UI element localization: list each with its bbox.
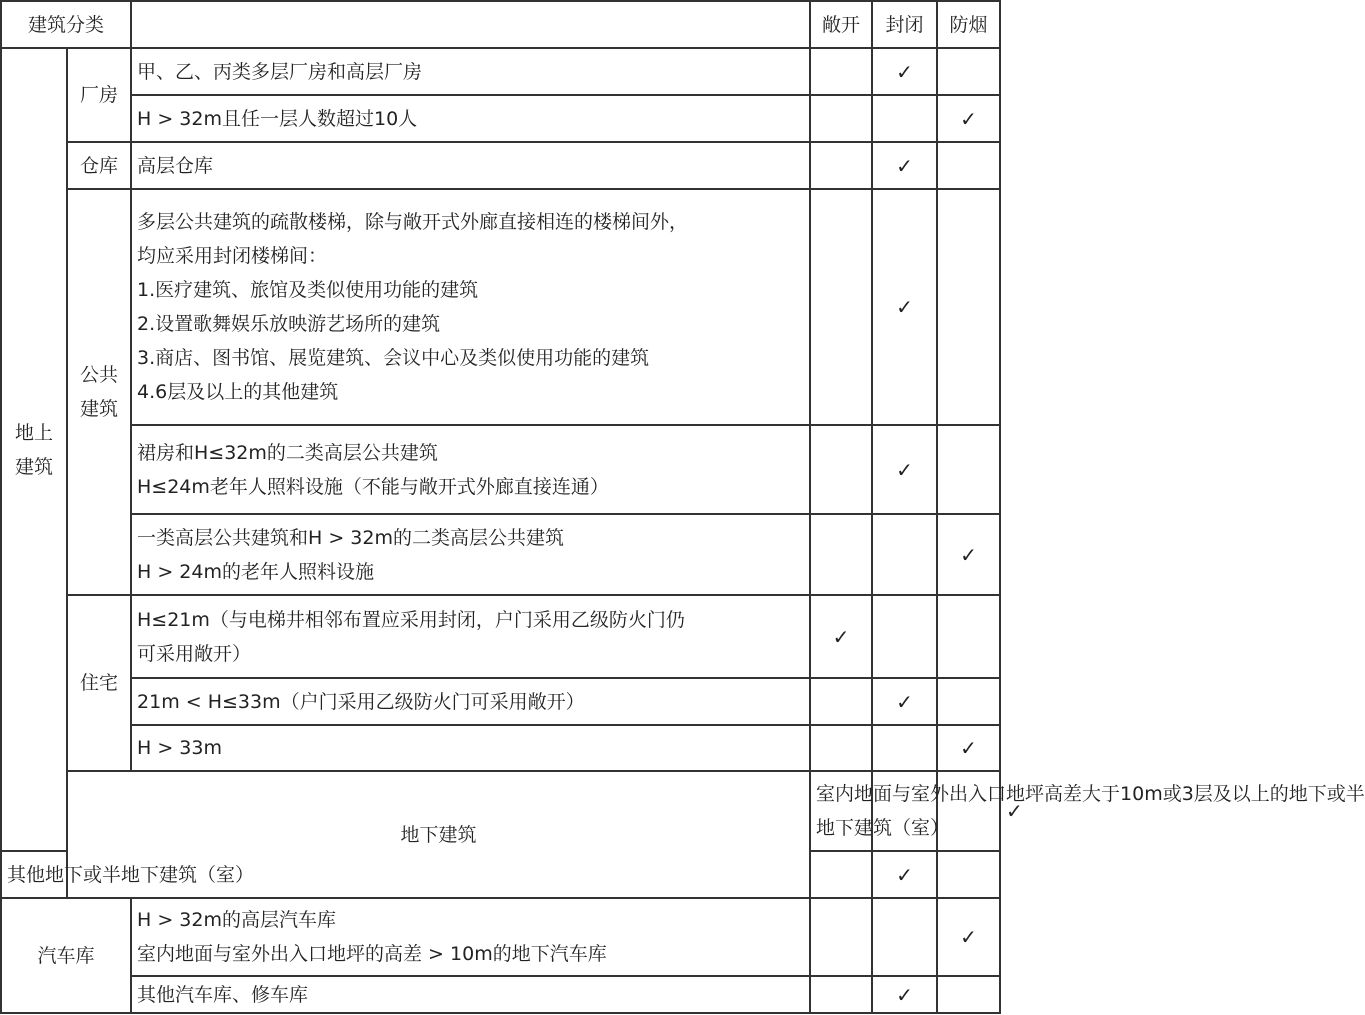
cell-smoke xyxy=(937,725,1000,771)
cell-open xyxy=(810,976,872,1013)
row-desc xyxy=(131,595,810,678)
row-desc xyxy=(131,514,810,595)
row-desc xyxy=(131,976,810,1013)
row-desc xyxy=(131,678,810,725)
desc-line: 裙房和H≤32m的二类高层公共建筑 xyxy=(137,441,438,464)
check-mark: ✓ xyxy=(960,925,977,949)
subgroup-factory xyxy=(67,48,131,142)
cell-smoke xyxy=(937,189,1000,425)
desc-line: 甲、乙、丙类多层厂房和高层厂房 xyxy=(137,60,423,83)
cell-open xyxy=(810,678,872,725)
header-open: 敞开 xyxy=(810,1,872,48)
subgroup-public xyxy=(67,189,131,595)
cell-closed xyxy=(872,189,937,425)
desc-line: 其他地下或半地下建筑（室） xyxy=(7,863,255,886)
desc-line: H≤21m（与电梯井相邻布置应采用封闭，户门采用乙级防火门仍 xyxy=(137,608,685,631)
table-row xyxy=(1,898,1000,976)
table-row xyxy=(1,725,1000,771)
cell-open xyxy=(810,189,872,425)
desc-line: H > 24m的老年人照料设施 xyxy=(137,560,374,583)
check-mark: ✓ xyxy=(832,624,850,649)
cell-smoke xyxy=(937,48,1000,95)
cell-closed xyxy=(872,851,937,898)
cell-closed xyxy=(872,595,937,678)
check-mark: ✓ xyxy=(960,542,977,567)
cell-closed xyxy=(872,514,937,595)
table-row xyxy=(1,976,1000,1013)
group-above-ground xyxy=(1,48,67,851)
cell-open xyxy=(810,425,872,514)
desc-line: 其他汽车库、修车库 xyxy=(137,983,309,1006)
desc-line: H > 32m且任一层人数超过10人 xyxy=(137,107,418,130)
cell-smoke xyxy=(937,514,1000,595)
desc-line: 地下建筑（室） xyxy=(816,817,950,839)
row-desc xyxy=(1,851,255,898)
subgroup-label: 公共建筑 xyxy=(79,364,118,420)
row-desc xyxy=(131,48,810,95)
table-row xyxy=(1,425,1000,514)
group-label: 地下建筑 xyxy=(400,823,477,846)
cell-closed xyxy=(872,898,937,976)
cell-smoke xyxy=(937,425,1000,514)
table-row xyxy=(1,678,1000,725)
table-row xyxy=(1,771,1000,851)
cell-open xyxy=(810,851,872,898)
desc-line: 均应采用封闭楼梯间： xyxy=(137,245,328,267)
check-mark: ✓ xyxy=(896,689,913,714)
row-desc xyxy=(131,95,810,142)
subgroup-label: 住宅 xyxy=(80,672,119,694)
cell-open xyxy=(810,595,872,678)
check-mark: ✓ xyxy=(960,736,977,760)
cell-open xyxy=(810,95,872,142)
header-row xyxy=(1,1,1000,48)
row-desc xyxy=(131,425,810,514)
table-row xyxy=(1,48,1000,95)
desc-line: 21m < H≤33m（户门采用乙级防火门可采用敞开） xyxy=(137,690,585,713)
table-row xyxy=(1,189,1000,425)
subgroup-label: 仓库 xyxy=(80,154,119,177)
subgroup-label: 厂房 xyxy=(80,84,119,106)
desc-line: 4.6层及以上的其他建筑 xyxy=(137,381,339,403)
cell-closed xyxy=(872,48,937,95)
check-mark: ✓ xyxy=(1006,799,1023,823)
cell-open xyxy=(810,514,872,595)
group-garage xyxy=(1,898,131,1013)
row-desc xyxy=(810,771,1365,851)
check-mark: ✓ xyxy=(896,982,913,1007)
table-row xyxy=(1,142,1000,189)
cell-smoke xyxy=(937,851,1000,898)
table-row xyxy=(1,514,1000,595)
desc-line: H > 33m xyxy=(137,737,222,759)
cell-smoke xyxy=(937,678,1000,725)
subgroup-residential xyxy=(67,595,131,771)
desc-line: 多层公共建筑的疏散楼梯，除与敞开式外廊直接相连的楼梯间外， xyxy=(137,211,689,233)
check-mark: ✓ xyxy=(896,153,913,178)
desc-line: 1.医疗建筑、旅馆及类似使用功能的建筑 xyxy=(137,279,479,301)
group-label: 汽车库 xyxy=(37,944,95,967)
header-blank xyxy=(131,1,810,48)
cell-closed xyxy=(872,678,937,725)
check-mark: ✓ xyxy=(896,295,913,319)
cell-closed xyxy=(872,725,937,771)
row-desc xyxy=(131,142,810,189)
desc-line: H > 32m的高层汽车库 xyxy=(137,909,336,931)
group-label: 地上建筑 xyxy=(14,421,53,478)
header-smoke: 防烟 xyxy=(937,1,1000,48)
desc-line: H≤24m老年人照料设施（不能与敞开式外廊直接连通） xyxy=(137,475,609,498)
desc-line: 2.设置歌舞娱乐放映游艺场所的建筑 xyxy=(137,313,441,335)
header-closed: 封闭 xyxy=(872,1,937,48)
row-desc xyxy=(131,725,810,771)
desc-line: 一类高层公共建筑和H > 32m的二类高层公共建筑 xyxy=(137,526,564,549)
cell-open xyxy=(810,725,872,771)
cell-smoke xyxy=(937,95,1000,142)
cell-open xyxy=(810,142,872,189)
table-row xyxy=(1,95,1000,142)
check-mark: ✓ xyxy=(896,862,913,887)
row-desc xyxy=(131,189,810,425)
cell-smoke xyxy=(937,976,1000,1013)
check-mark: ✓ xyxy=(896,59,913,84)
table-row xyxy=(1,595,1000,678)
cell-smoke xyxy=(937,898,1000,976)
desc-line: 室内地面与室外出入口地坪的高差 > 10m的地下汽车库 xyxy=(137,943,607,965)
desc-line: 高层仓库 xyxy=(137,154,214,177)
cell-smoke xyxy=(937,595,1000,678)
cell-closed xyxy=(872,425,937,514)
subgroup-warehouse xyxy=(67,142,131,189)
cell-closed xyxy=(872,95,937,142)
desc-line: 室内地面与室外出入口地坪高差大于10m或3层及以上的地下或半 xyxy=(816,783,1365,805)
row-desc xyxy=(131,898,810,976)
cell-closed xyxy=(872,976,937,1013)
cell-smoke xyxy=(937,142,1000,189)
desc-line: 3.商店、图书馆、展览建筑、会议中心及类似使用功能的建筑 xyxy=(137,347,650,369)
check-mark: ✓ xyxy=(896,457,913,482)
cell-open xyxy=(810,48,872,95)
cell-open xyxy=(810,898,872,976)
check-mark: ✓ xyxy=(960,106,977,131)
desc-line: 可采用敞开） xyxy=(137,642,252,665)
cell-closed xyxy=(872,142,937,189)
header-category: 建筑分类 xyxy=(1,1,131,48)
